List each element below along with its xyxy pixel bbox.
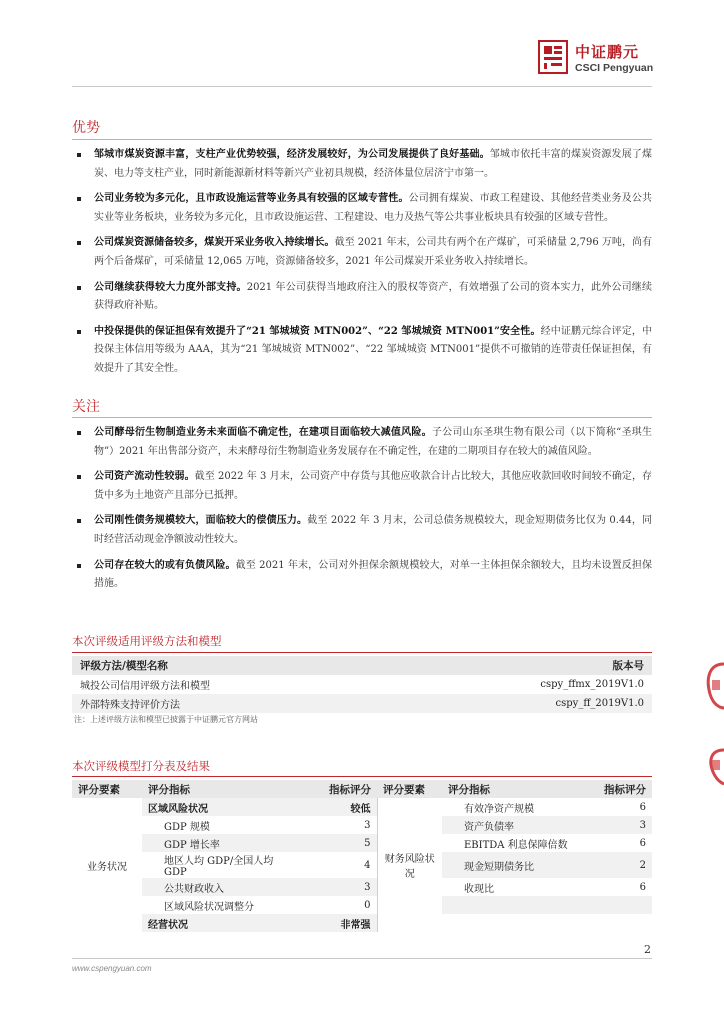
table-row — [72, 798, 652, 816]
table-row — [72, 878, 652, 896]
list-item: 中投保提供的保证担保有效提升了“21 邹城城资 MTN002”、“22 邹城城资 MTN001”安全性。经中证鹏元综合评定，中投保主体信用等级为 AAA，其为“21 邹城城资 MTN002”、“22 邹城城资 MTN001”提供不可撤销的连带责任保证担保，有效提升了其安全性。 — [72, 323, 652, 379]
factor-business: 业务状况 — [87, 861, 127, 873]
list-item: 公司刚性债务规模较大，面临较大的偿债压力。截至 2022 年 3 月末，公司总债务规模较大，现金短期债务比仅为 0.44，同时经营活动现金净额波动性较大。 — [72, 512, 652, 549]
indicator-score: 3 — [364, 819, 371, 831]
table-header-row — [72, 656, 652, 675]
indicator-name: 区域风险状况调整分 — [164, 901, 254, 913]
table-row — [72, 896, 652, 914]
list-item: 公司业务较为多元化，且市政设施运营等业务具有较强的区域专营性。公司拥有煤炭、市政工程建设、其他经营类业务及公共实业等业务板块，业务较为多元化，且市政设施运营、工程建设、电力及热气等公共事业板块具有较强的区域专营性。 — [72, 190, 652, 227]
footer-url: www.cspengyuan.com — [72, 964, 152, 973]
table-row — [72, 852, 652, 878]
strengths-list — [72, 146, 652, 386]
indicator-score: 0 — [364, 899, 371, 911]
indicator-name: 现金短期债务比 — [442, 852, 577, 878]
indicator-name: 地区人均 GDP/全国人均 GDP — [164, 856, 274, 878]
table-row — [72, 914, 652, 932]
empty-cell — [577, 896, 652, 914]
page-number: 2 — [644, 943, 651, 956]
indicator-name: GDP 规模 — [164, 821, 210, 833]
indicator-name: GDP 增长率 — [142, 834, 302, 852]
indicator-name: 经营状况 — [142, 914, 302, 932]
scores-table — [72, 780, 652, 932]
methods-divider — [72, 652, 652, 653]
method-version: cspy_ffmx_2019V1.0 — [540, 679, 644, 690]
list-item: 公司继续获得较大力度外部支持。2021 年公司获得当地政府注入的股权等资产，有效增强了公司的资本实力，此外公司继续获得政府补贴。 — [72, 279, 652, 316]
strengths-title: 优势 — [72, 120, 100, 136]
scores-divider — [72, 776, 652, 777]
indicator-score: 3 — [577, 816, 652, 834]
footer-divider — [72, 958, 652, 959]
indicator-score: 3 — [302, 878, 377, 896]
table-row — [72, 675, 652, 694]
column-header: 评级方法/模型名称 — [72, 656, 391, 675]
method-name: 城投公司信用评级方法和模型 — [80, 681, 210, 692]
methods-note: 注：上述评级方法和模型已披露于中证鹏元官方网站 — [74, 715, 258, 724]
column-header: 指标评分 — [302, 780, 377, 798]
concerns-title: 关注 — [72, 399, 100, 415]
indicator-score: 较低 — [302, 798, 377, 816]
indicator-score: 5 — [302, 834, 377, 852]
indicator-name: 区域风险状况 — [142, 798, 302, 816]
concerns-divider — [72, 417, 652, 418]
list-item: 公司煤炭资源储备较多，煤炭开采业务收入持续增长。截至 2021 年末，公司共有两个在产煤矿，可采储量 2,796 万吨，尚有两个后备煤矿，可采储量 12,065 万吨，资源储备较多，2021 年公司煤炭开采业务收入持续增长。 — [72, 234, 652, 271]
column-header: 评分指标 — [142, 780, 302, 798]
empty-cell — [577, 914, 652, 932]
scores-title: 本次评级模型打分表及结果 — [72, 759, 210, 773]
indicator-score: 2 — [577, 852, 652, 878]
method-name: 外部特殊支持评价方法 — [72, 694, 391, 713]
indicator-score: 4 — [364, 859, 371, 871]
factor-financial: 财务风险状况 — [377, 798, 442, 932]
brand-name-en: CSCI Pengyuan — [575, 62, 654, 74]
column-header: 评分要素 — [72, 780, 142, 798]
brand-name-cn: 中证鹏元 — [575, 43, 640, 61]
list-item: 公司酵母衍生物制造业务未来面临不确定性，在建项目面临较大减值风险。子公司山东圣琪生物有限公司（以下简称“圣琪生物”）2021 年出售部分资产，未来酵母衍生物制造业务发展存在不确定性，在建的二期项目存在较大的减值风险。 — [72, 424, 652, 461]
table-header-row — [72, 780, 652, 798]
column-header: 指标评分 — [577, 780, 652, 798]
list-item: 公司资产流动性较弱。截至 2022 年 3 月末，公司资产中存货与其他应收款合计占比较大，其他应收款回收时间较不确定，存货中多为土地资产且部分已抵押。 — [72, 468, 652, 505]
indicator-score: 6 — [639, 881, 646, 893]
indicator-name: 资产负债率 — [442, 816, 577, 834]
seal-stamp-icon — [700, 650, 724, 798]
header-divider — [72, 86, 652, 87]
brand-logo-icon — [538, 40, 568, 74]
strengths-divider — [72, 139, 652, 140]
indicator-score: 非常强 — [302, 914, 377, 932]
column-header: 评分指标 — [442, 780, 577, 798]
concerns-list — [72, 424, 652, 601]
column-header: 评分要素 — [377, 780, 442, 798]
indicator-name: 收现比 — [464, 883, 494, 895]
table-row — [72, 816, 652, 834]
list-item: 邹城市煤炭资源丰富，支柱产业优势较强，经济发展较好，为公司发展提供了良好基础。邹城市依托丰富的煤炭资源发展了煤炭、电力等支柱产业，同时新能源新材料等新兴产业初具规模，经济体量位居济宁市第一。 — [72, 146, 652, 183]
empty-cell — [442, 896, 577, 914]
indicator-score: 6 — [639, 837, 646, 849]
column-header: 版本号 — [391, 656, 652, 675]
indicator-name: 有效净资产规模 — [464, 803, 534, 815]
method-version: cspy_ff_2019V1.0 — [391, 694, 652, 713]
methods-table — [72, 656, 652, 713]
empty-cell — [442, 914, 577, 932]
indicator-name: 公共财政收入 — [142, 878, 302, 896]
indicator-score: 6 — [639, 801, 646, 813]
indicator-name: EBITDA 利息保障倍数 — [464, 839, 568, 851]
table-row — [72, 834, 652, 852]
table-row — [72, 694, 652, 713]
methods-title: 本次评级适用评级方法和模型 — [72, 634, 222, 648]
list-item: 公司存在较大的或有负债风险。截至 2021 年末，公司对外担保余额规模较大，对单一主体担保余额较大，且均未设置反担保措施。 — [72, 557, 652, 594]
